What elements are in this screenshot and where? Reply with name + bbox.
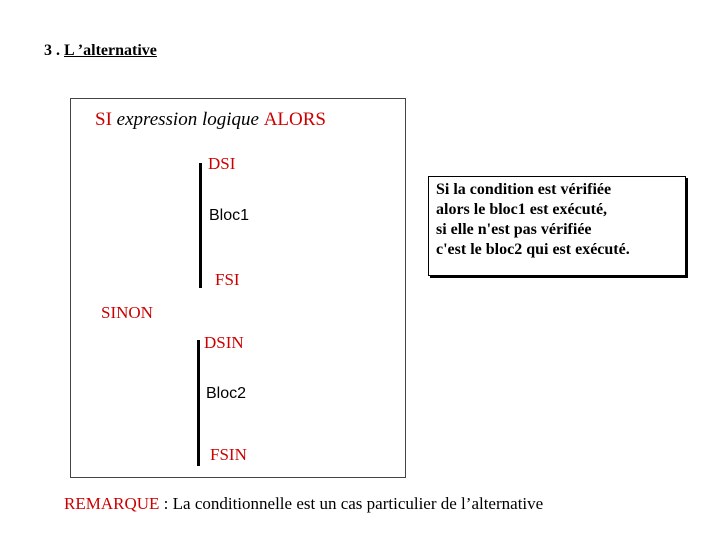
keyword-dsin: DSIN xyxy=(204,333,244,352)
bloc2-label: Bloc2 xyxy=(206,385,247,402)
bloc2-bracket-bar xyxy=(197,340,200,466)
remark-label: REMARQUE xyxy=(64,494,160,513)
remark-separator: : xyxy=(159,494,173,513)
bloc1-bracket-bar xyxy=(199,163,202,288)
callout-line: c'est le bloc2 qui est exécuté. xyxy=(436,241,630,258)
keyword-alors: ALORS xyxy=(263,109,326,130)
explanation-callout xyxy=(428,176,686,276)
keyword-fsi: FSI xyxy=(215,270,240,289)
expression-logique: expression logique xyxy=(116,109,264,130)
keyword-dsi: DSI xyxy=(208,154,236,173)
bloc1-label: Bloc1 xyxy=(209,207,250,224)
keyword-si: SI xyxy=(95,109,117,130)
section-heading-text: L ’alternative xyxy=(64,42,157,59)
callout-line: alors le bloc1 est exécuté, xyxy=(436,201,608,218)
keyword-sinon: SINON xyxy=(101,303,153,322)
remark-line xyxy=(64,494,543,514)
section-number: 3 . xyxy=(44,42,64,59)
keyword-fsin: FSIN xyxy=(210,445,247,464)
callout-line: si elle n'est pas vérifiée xyxy=(436,221,592,238)
callout-line: Si la condition est vérifiée xyxy=(436,181,612,198)
remark-text: La conditionnelle est un cas particulier de l’alternative xyxy=(172,494,544,513)
section-title xyxy=(44,42,157,60)
si-statement xyxy=(95,109,326,131)
